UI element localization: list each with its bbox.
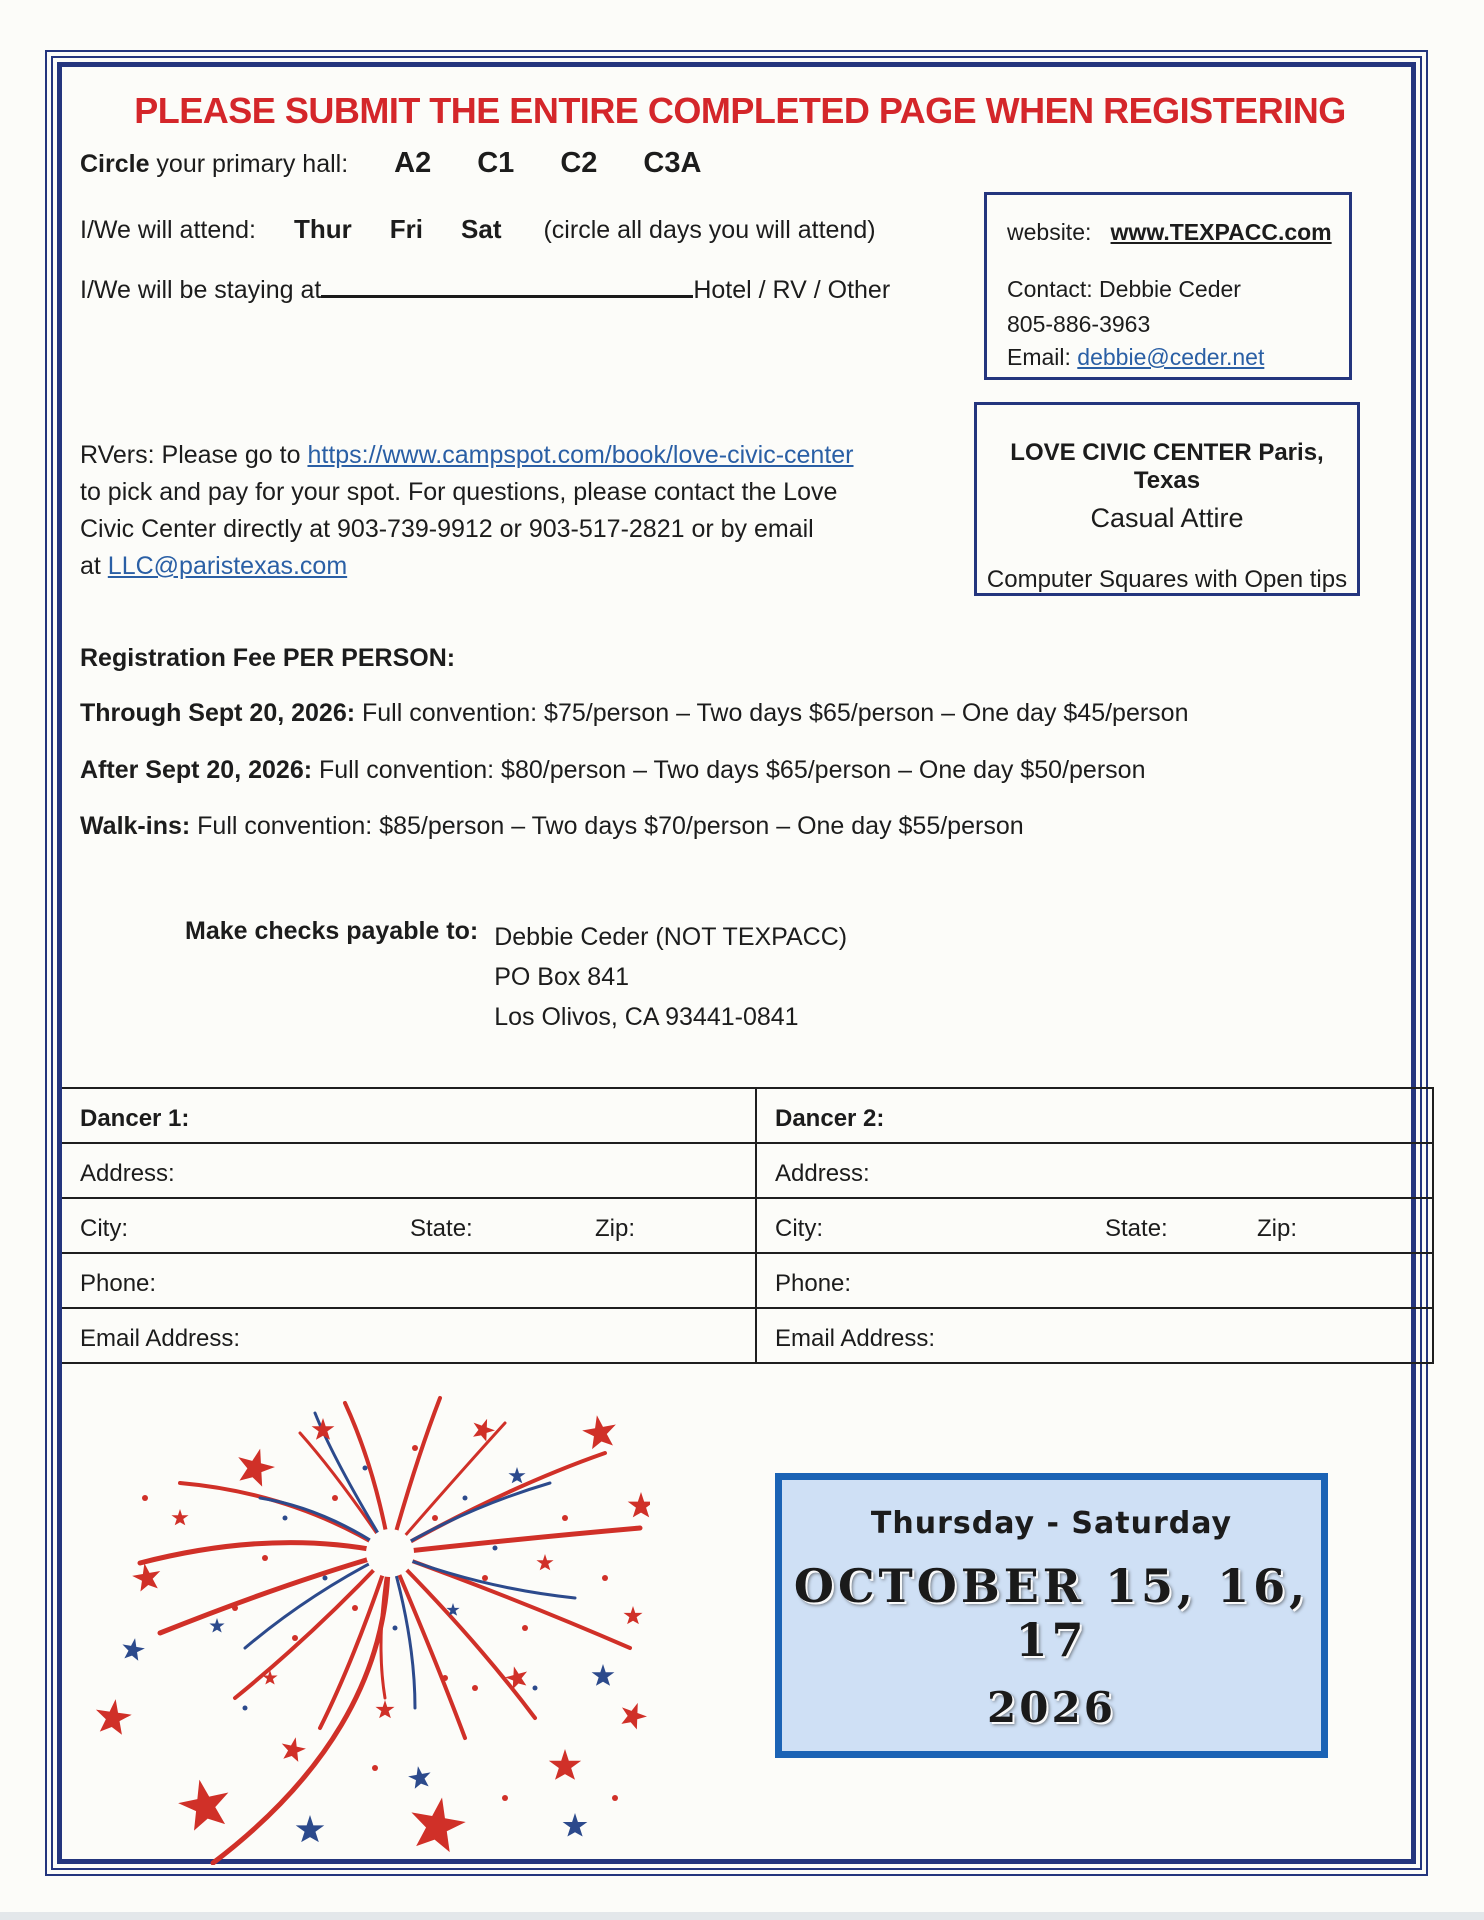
website-line — [1007, 219, 1335, 246]
contact-phone: 805-886-3963 — [1007, 311, 1151, 337]
hall-option-c3a[interactable]: C3A — [643, 147, 702, 179]
rv-line-2: to pick and pay for your spot. For questions, please contact the Love — [80, 478, 838, 506]
checks-payable-label: Make checks payable to: — [185, 917, 479, 945]
rv-line-1 — [80, 437, 960, 474]
attend-label: I/We will attend: — [80, 216, 257, 244]
dancer2-phone-field[interactable] — [757, 1254, 1432, 1309]
hall-option-a2[interactable]: A2 — [394, 147, 432, 179]
event-date-box — [775, 1473, 1328, 1758]
rv-instructions — [80, 437, 960, 585]
dancer2-zip-label: Zip: — [1257, 1215, 1298, 1242]
event-year: 2026 — [987, 1683, 1116, 1732]
dancer2-label: Dancer 2: — [775, 1105, 885, 1132]
dancer1-city-label: City: — [80, 1215, 128, 1242]
contact-name-line: Contact: Debbie Ceder — [1007, 276, 1241, 302]
venue-format: Computer Squares with Open tips — [986, 566, 1348, 593]
page-title: PLEASE SUBMIT THE ENTIRE COMPLETED PAGE WHEN REGISTERING — [134, 90, 1346, 131]
llc-email-link[interactable]: LLC@paristexas.com — [107, 552, 348, 580]
payee-city-state-zip: Los Olivos, CA 93441-0841 — [494, 1003, 799, 1031]
venue-info-box — [974, 402, 1360, 596]
dancer2-name-field[interactable] — [757, 1089, 1432, 1144]
dancer2-phone-label: Phone: — [775, 1270, 852, 1297]
staying-at-blank-field[interactable] — [321, 269, 693, 298]
payee-po-box: PO Box 841 — [494, 963, 630, 991]
fee-tier-walkin — [80, 812, 1024, 841]
fee-tier-early — [80, 699, 1189, 728]
dancer1-phone-field[interactable] — [62, 1254, 757, 1309]
scan-edge-artifact — [0, 1912, 1484, 1920]
fee-tier-walkin-label: Walk-ins: — [80, 812, 191, 840]
contact-email-link[interactable]: debbie@ceder.net — [1077, 344, 1265, 370]
primary-hall-line — [80, 147, 701, 180]
website-link[interactable]: www.TEXPACC.com — [1110, 219, 1332, 245]
dancer2-address-field[interactable] — [757, 1144, 1432, 1199]
hall-prompt-rest: your primary hall: — [149, 150, 349, 178]
hall-option-c1[interactable]: C1 — [477, 147, 515, 179]
payee-address-block — [494, 917, 847, 1037]
fee-tier-early-label: Through Sept 20, 2026: — [80, 699, 356, 727]
hall-option-c2[interactable]: C2 — [560, 147, 598, 179]
venue-name: LOVE CIVIC CENTER Paris, Texas — [1010, 439, 1324, 494]
email-label: Email: — [1007, 344, 1078, 370]
fee-tier-late — [80, 756, 1145, 785]
staying-line — [80, 269, 890, 305]
staying-options: Hotel / RV / Other — [693, 276, 891, 304]
dancer1-state-label: State: — [410, 1215, 473, 1242]
event-dates: OCTOBER 15, 16, 17 — [793, 1559, 1310, 1667]
dancer1-city-state-zip-field[interactable] — [62, 1199, 757, 1254]
dancer1-zip-label: Zip: — [595, 1215, 636, 1242]
dancer1-name-field[interactable] — [62, 1089, 757, 1144]
day-option-fri[interactable]: Fri — [389, 214, 424, 244]
rv-line-3: Civic Center directly at 903-739-9912 or 903-517-2821 or by email — [80, 515, 814, 543]
dancer2-state-label: State: — [1105, 1215, 1168, 1242]
payee-name: Debbie Ceder (NOT TEXPACC) — [494, 923, 848, 951]
day-option-sat[interactable]: Sat — [461, 214, 502, 244]
attend-line — [80, 214, 876, 245]
rv-line-4 — [80, 548, 960, 585]
fees-heading: Registration Fee PER PERSON: — [80, 644, 456, 672]
hall-prompt-circle: Circle — [80, 150, 150, 178]
fireworks-graphic — [85, 1378, 650, 1865]
attend-note: (circle all days you will attend) — [543, 216, 876, 244]
checks-payable-section — [185, 917, 847, 1037]
fee-tier-late-text: Full convention: $80/person – Two days $65/person – One day $50/person — [312, 756, 1146, 784]
dancer2-address-label: Address: — [775, 1160, 870, 1187]
contact-info-box — [984, 192, 1352, 380]
fee-tier-walkin-text: Full convention: $85/person – Two days $70/person – One day $55/person — [190, 812, 1024, 840]
fee-tier-early-text: Full convention: $75/person – Two days $65/person – One day $45/person — [355, 699, 1189, 727]
rv-lead-text: RVers: Please go to — [80, 441, 308, 469]
fee-tier-late-label: After Sept 20, 2026: — [80, 756, 313, 784]
dancer-table — [62, 1087, 1434, 1364]
website-label: website: — [1007, 219, 1092, 245]
dancer1-address-field[interactable] — [62, 1144, 757, 1199]
event-days: Thursday - Saturday — [870, 1506, 1233, 1541]
dancer1-email-label: Email Address: — [80, 1325, 241, 1352]
dancer2-city-label: City: — [775, 1215, 823, 1242]
dancer1-label: Dancer 1: — [80, 1105, 190, 1132]
dancer2-email-field[interactable] — [757, 1309, 1432, 1364]
dancer1-phone-label: Phone: — [80, 1270, 157, 1297]
staying-label: I/We will be staying at — [80, 276, 322, 304]
hall-prompt — [80, 150, 348, 179]
dancer1-email-field[interactable] — [62, 1309, 757, 1364]
rv-line4-lead: at — [80, 552, 108, 580]
day-option-thur[interactable]: Thur — [294, 214, 352, 244]
dancer1-address-label: Address: — [80, 1160, 175, 1187]
dancer2-city-state-zip-field[interactable] — [757, 1199, 1432, 1254]
contact-email-line — [1007, 344, 1335, 371]
campspot-link[interactable]: https://www.campspot.com/book/love-civic-center — [307, 441, 854, 469]
dancer2-email-label: Email Address: — [775, 1325, 936, 1352]
venue-attire: Casual Attire — [1090, 503, 1244, 533]
